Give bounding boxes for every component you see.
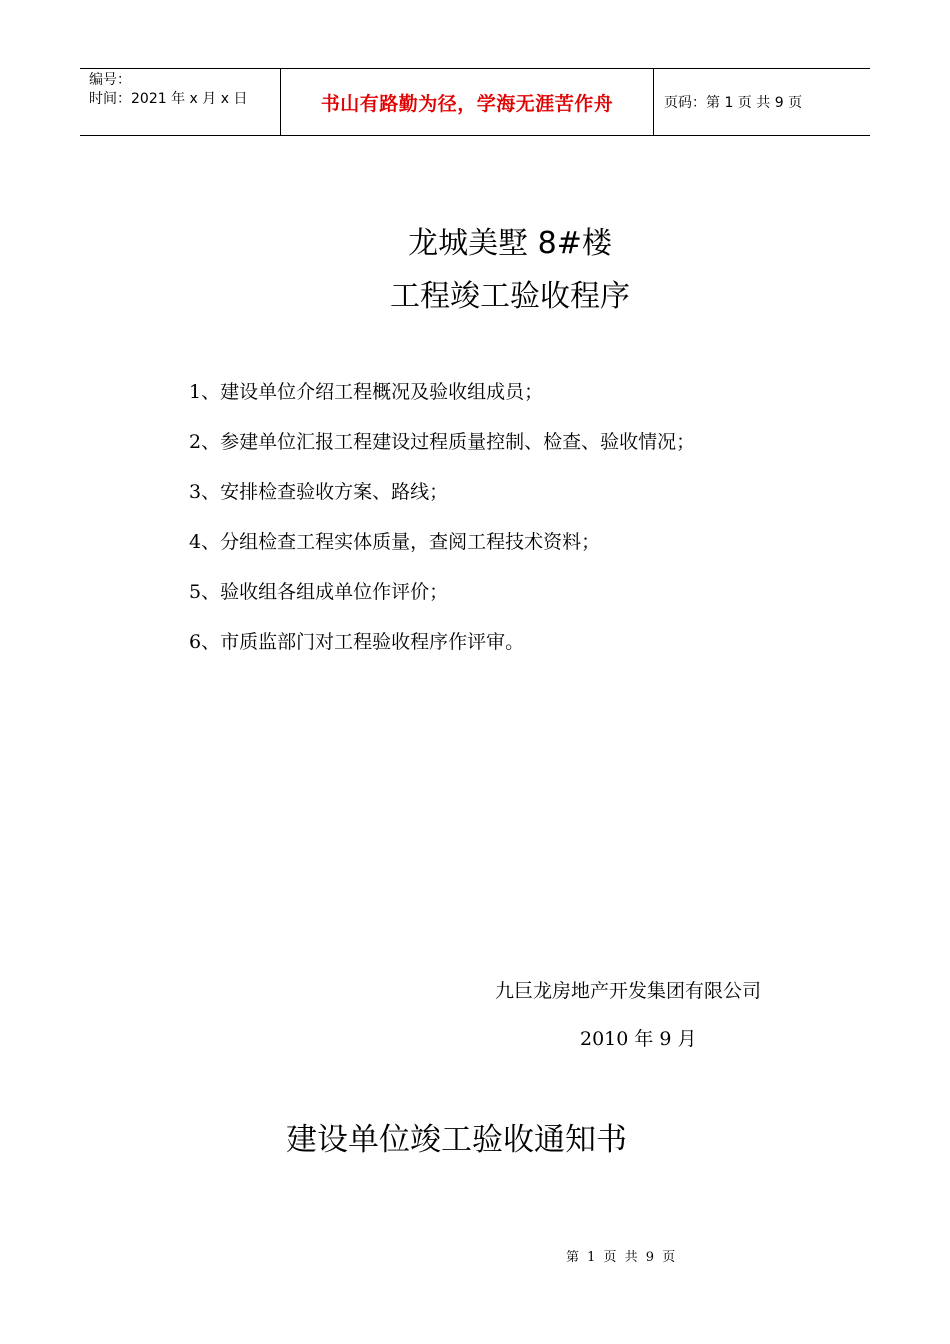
procedure-step: 4、分组检查工程实体质量，查阅工程技术资料； (189, 531, 601, 553)
procedure-steps-list (189, 377, 695, 677)
header-page-cell (654, 69, 870, 135)
procedure-step: 1、建设单位介绍工程概况及验收组成员； (189, 381, 544, 403)
procedure-step: 5、验收组各组成单位作评价； (189, 581, 449, 603)
project-title: 龙城美墅 8#楼 (408, 226, 612, 261)
header-motto-cell (281, 69, 654, 135)
section-heading: 建设单位竣工验收通知书 (286, 1122, 627, 1158)
procedure-step: 3、安排检查验收方案、路线； (189, 481, 449, 503)
time-label: 时间：2021 年 x 月 x 日 (89, 91, 248, 107)
document-title: 工程竣工验收程序 (390, 279, 630, 314)
motto-text: 书山有路勤为径，学海无涯苦作舟 (320, 92, 614, 115)
header-table (80, 68, 870, 136)
header-meta-cell (80, 69, 281, 135)
page-footer: 第 1 页 共 9 页 (566, 1250, 678, 1265)
company-signature: 九巨龙房地产开发集团有限公司 (495, 980, 762, 1002)
doc-number-label: 编号： (89, 72, 131, 88)
signature-date: 2010 年 9 月 (580, 1028, 697, 1050)
page-info: 页码：第 1 页 共 9 页 (664, 95, 803, 111)
procedure-step: 2、参建单位汇报工程建设过程质量控制、检查、验收情况； (189, 431, 696, 453)
procedure-step: 6、市质监部门对工程验收程序作评审。 (189, 631, 525, 653)
